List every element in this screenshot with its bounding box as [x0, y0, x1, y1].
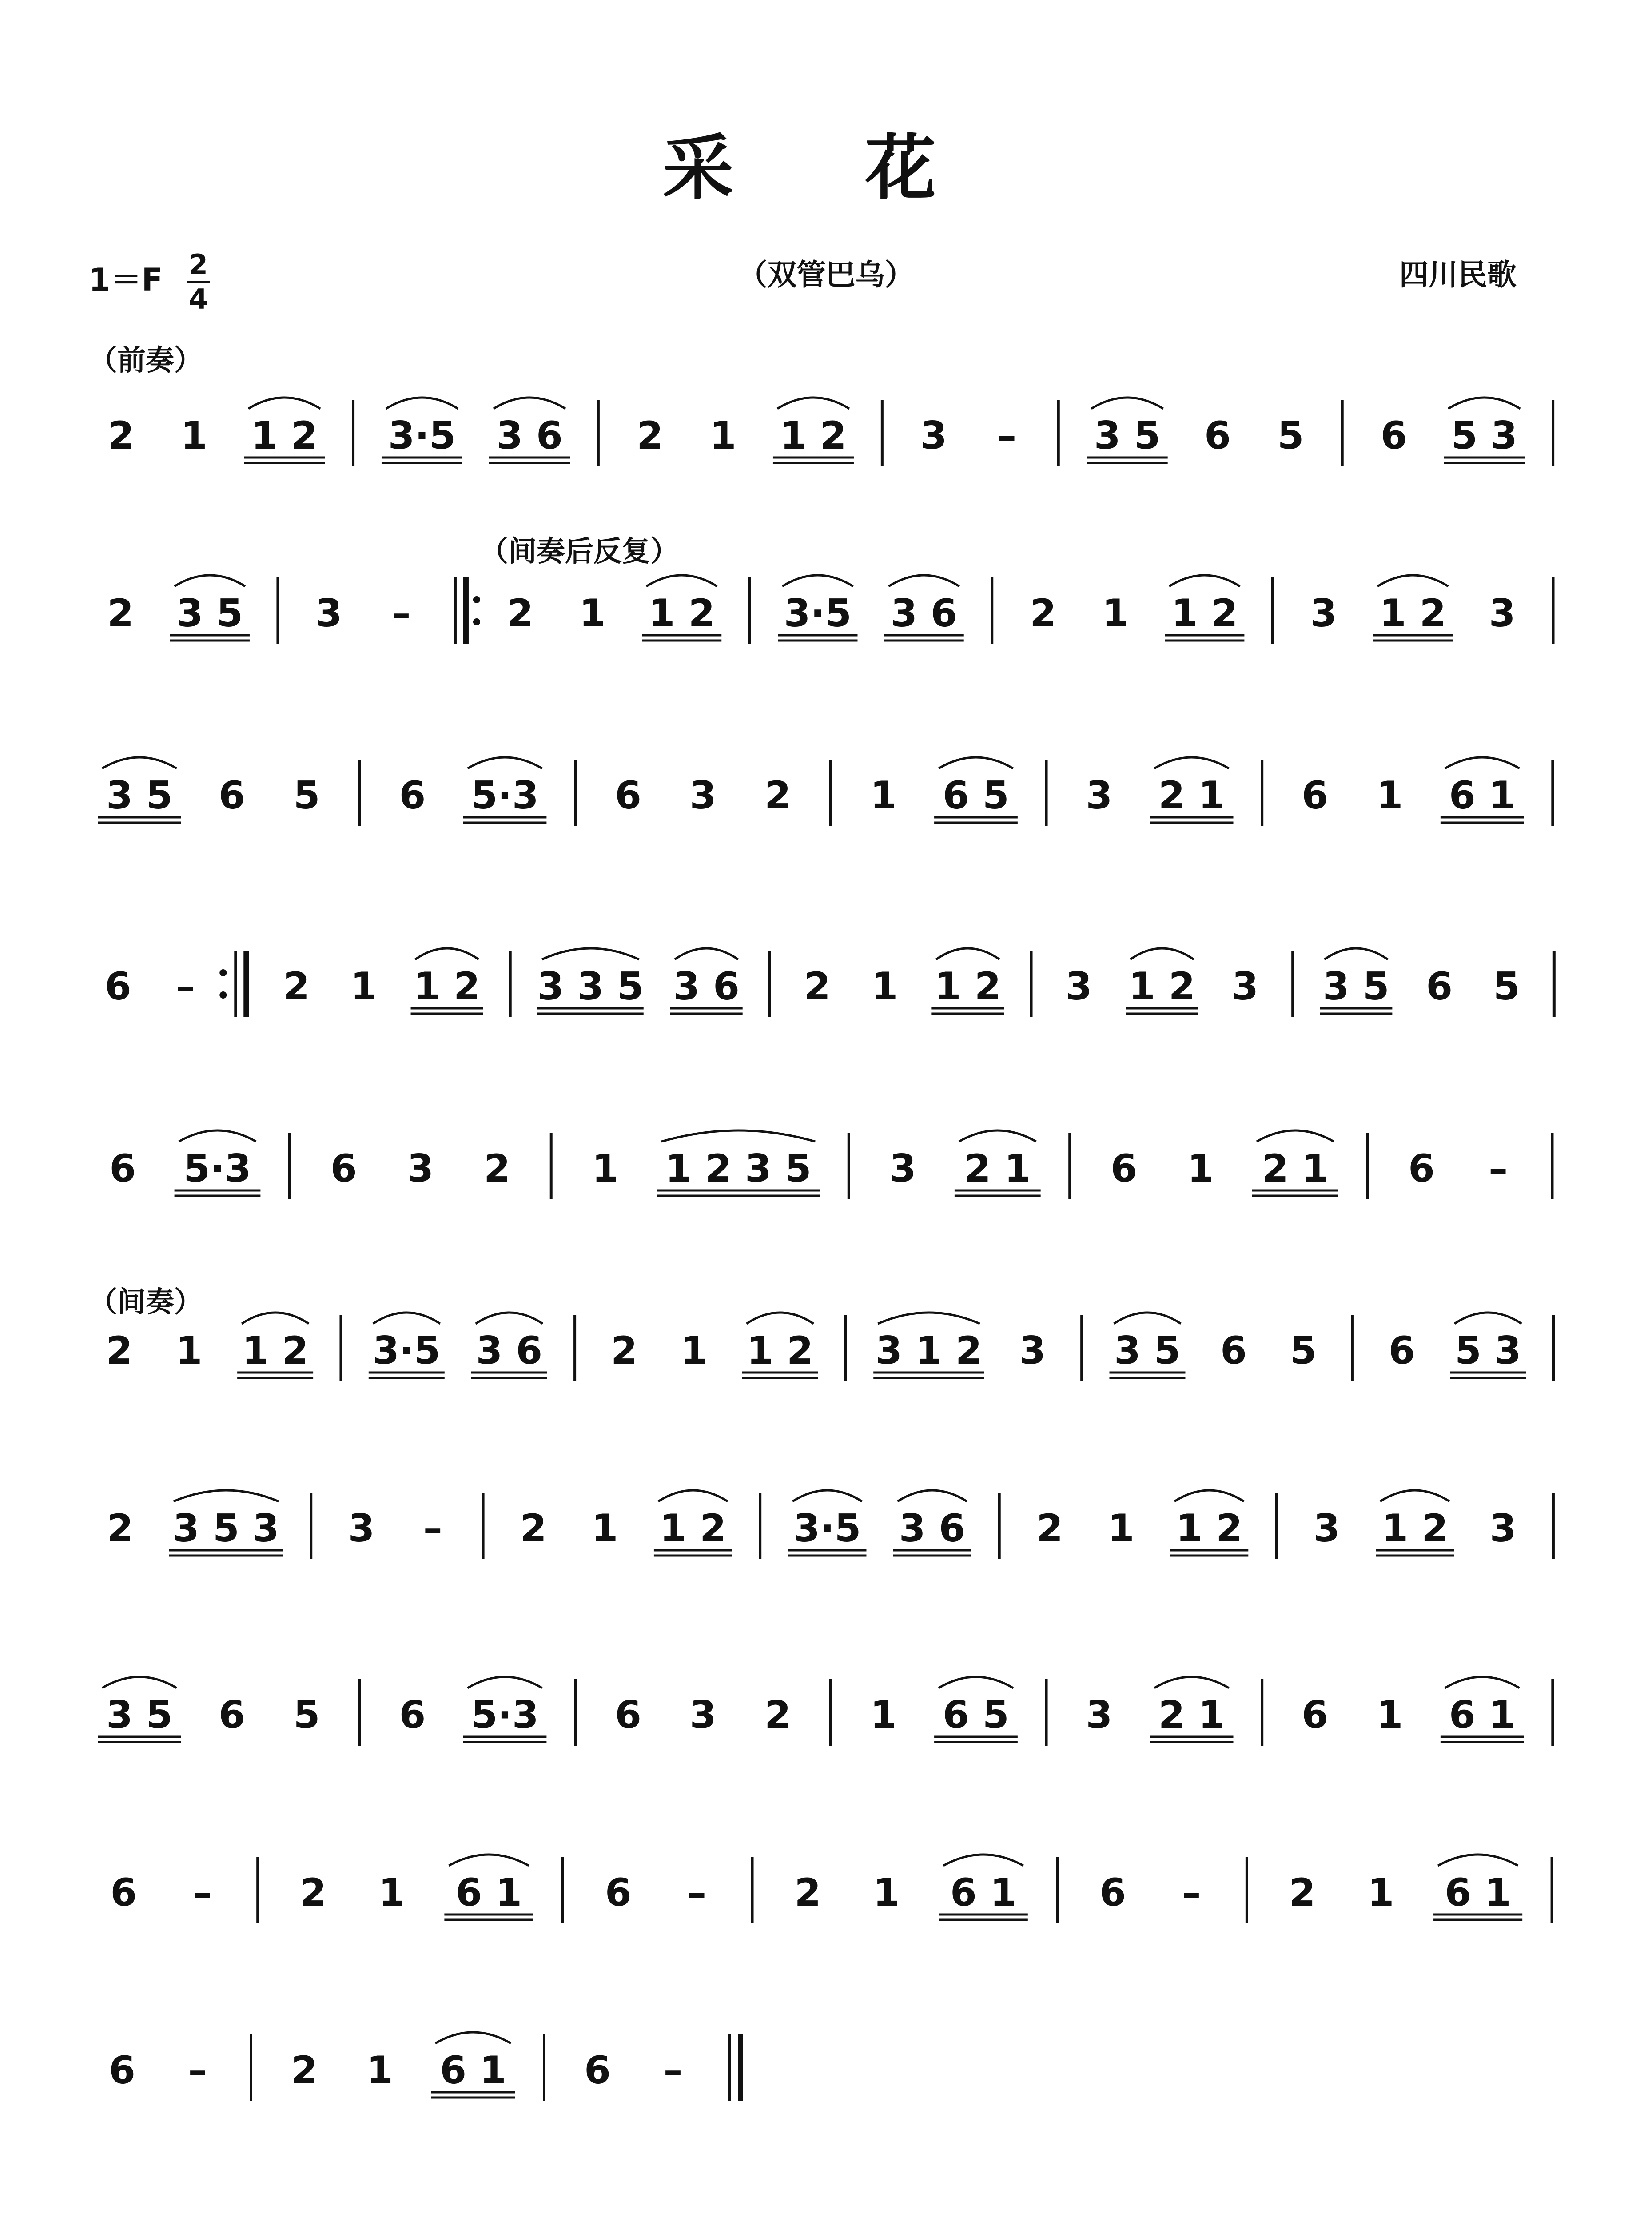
- note: 6: [1302, 1693, 1329, 1737]
- slur: [102, 1677, 177, 1688]
- note: 3·5: [388, 414, 456, 458]
- note: 6: [219, 1693, 245, 1737]
- note: 3: [1313, 1506, 1340, 1551]
- slur: [1091, 398, 1163, 409]
- note: 3 1 2: [876, 1329, 982, 1373]
- note: 2: [804, 964, 831, 1009]
- note: 3: [1489, 591, 1516, 636]
- note: 2: [764, 1693, 791, 1737]
- note: –: [997, 414, 1017, 458]
- note: 3 5: [106, 1693, 173, 1737]
- note: 2: [291, 2048, 318, 2093]
- note: 3·5: [784, 591, 852, 636]
- note: 3: [348, 1506, 375, 1551]
- slur: [373, 1313, 440, 1324]
- note: 1: [709, 414, 736, 458]
- slur: [782, 575, 853, 586]
- note: 6: [1220, 1329, 1247, 1373]
- slur: [792, 1490, 862, 1501]
- notation-line: [84, 569, 1568, 666]
- note: 1: [1102, 591, 1129, 636]
- note: 1 2: [251, 414, 318, 458]
- note: 6: [1099, 1871, 1127, 1915]
- note: 1 2: [1379, 591, 1446, 636]
- note: 1: [579, 591, 606, 636]
- note: 3: [889, 1146, 916, 1191]
- note: 3 5: [1323, 964, 1389, 1009]
- note: 3 3 5: [537, 964, 644, 1009]
- note: 6: [1426, 964, 1453, 1009]
- slur: [102, 757, 177, 768]
- note: 3 6: [891, 591, 957, 636]
- slur: [1454, 1313, 1521, 1324]
- slur: [494, 398, 565, 409]
- notation-line-svg: [84, 1306, 1568, 1404]
- notation-line-svg: [84, 751, 1568, 848]
- note: 2: [107, 591, 134, 636]
- notation-line: [84, 1670, 1568, 1768]
- slur: [878, 1313, 980, 1324]
- note: 1: [681, 1329, 707, 1373]
- note: 3 6: [476, 1329, 543, 1373]
- note: 3: [1489, 1506, 1517, 1551]
- slur: [386, 398, 458, 409]
- note: 2: [107, 1506, 134, 1551]
- note: 3 6: [899, 1506, 966, 1551]
- note: 1: [873, 1871, 900, 1915]
- note: 3: [920, 414, 947, 458]
- note: 6: [399, 1693, 426, 1737]
- note: 1: [871, 964, 898, 1009]
- note: 1: [1376, 1693, 1403, 1737]
- note: 5·3: [471, 1693, 539, 1737]
- slur: [646, 575, 717, 586]
- notation-line: [84, 1306, 1568, 1404]
- note: 6: [219, 773, 245, 818]
- note: 1: [378, 1871, 405, 1915]
- notation-line: [84, 2026, 1568, 2123]
- note: 6 1: [950, 1871, 1017, 1915]
- notation-line: [84, 942, 1568, 1039]
- note: 2: [637, 414, 663, 458]
- notation-line-svg: [84, 391, 1568, 489]
- slur: [1380, 1490, 1449, 1501]
- slur: [468, 757, 542, 768]
- notation-line-svg: [84, 569, 1568, 666]
- notation-line-svg: [84, 1848, 1568, 1946]
- note: 3 6: [673, 964, 740, 1009]
- slur: [1438, 1855, 1518, 1866]
- note: 6: [1380, 414, 1407, 458]
- slur: [661, 1130, 815, 1142]
- note: –: [175, 964, 195, 1009]
- double-barline: [219, 951, 246, 1017]
- note: 3 5: [106, 773, 173, 818]
- origin-label: 四川民歌: [1399, 257, 1517, 292]
- note: 3: [1086, 1693, 1113, 1737]
- note: 3: [1065, 964, 1092, 1009]
- note: 1 2: [1129, 964, 1195, 1009]
- slur: [175, 575, 245, 586]
- note: 6 1: [455, 1871, 522, 1915]
- note: 1 2: [1171, 591, 1238, 636]
- note: 1 2: [242, 1329, 309, 1373]
- page-title: 采 花: [662, 126, 990, 210]
- note: 3 5: [1094, 414, 1161, 458]
- notation-line: [84, 1848, 1568, 1946]
- slur: [1130, 948, 1194, 959]
- note: 2: [283, 964, 310, 1009]
- note: 6: [109, 1146, 136, 1191]
- slur: [542, 948, 639, 959]
- note: 2: [611, 1329, 637, 1373]
- instrument-label: （双管巴乌）: [738, 257, 914, 292]
- note: 6: [399, 773, 426, 818]
- note: 1: [870, 1693, 897, 1737]
- slur: [1174, 1490, 1244, 1501]
- slur: [943, 1855, 1023, 1866]
- slur: [174, 1490, 279, 1501]
- note: 1: [350, 964, 377, 1009]
- note: 1: [592, 1146, 619, 1191]
- slur: [959, 1130, 1036, 1142]
- note: 2 1: [1158, 773, 1225, 818]
- note: 6: [1111, 1146, 1137, 1191]
- note: 6: [330, 1146, 357, 1191]
- note: 3: [1019, 1329, 1046, 1373]
- note: 2 1: [1262, 1146, 1329, 1191]
- note: 5: [1493, 964, 1520, 1009]
- note: 2: [1030, 591, 1057, 636]
- note: 2: [764, 773, 791, 818]
- note: 3: [315, 591, 342, 636]
- section-interlude: （间奏）: [89, 1286, 203, 1319]
- note: 5 3: [1455, 1329, 1521, 1373]
- slur: [468, 1677, 542, 1688]
- note: 5: [1277, 414, 1304, 458]
- note: 1: [870, 773, 897, 818]
- slur: [1324, 948, 1388, 959]
- slur: [936, 948, 999, 959]
- note: –: [188, 2048, 207, 2093]
- note: 1: [591, 1506, 618, 1551]
- note: 3·5: [793, 1506, 861, 1551]
- note: 5·3: [183, 1146, 251, 1191]
- note: 5: [1290, 1329, 1317, 1373]
- note: 2: [107, 414, 135, 458]
- slur: [747, 1313, 814, 1324]
- note: 6: [1388, 1329, 1415, 1373]
- note: 1 2: [747, 1329, 813, 1373]
- note: 1 2: [660, 1506, 726, 1551]
- slur: [449, 1855, 529, 1866]
- note: –: [391, 591, 411, 636]
- note: –: [192, 1871, 212, 1915]
- note: 2: [507, 591, 533, 636]
- note: 3 5: [176, 591, 243, 636]
- slur: [1377, 575, 1448, 586]
- note: 1: [175, 1329, 203, 1373]
- note: 5 3: [1451, 414, 1518, 458]
- note: 2: [520, 1506, 547, 1551]
- note: 3: [1232, 964, 1259, 1009]
- slur: [248, 398, 320, 409]
- slur: [888, 575, 959, 586]
- note: –: [1182, 1871, 1201, 1915]
- note: 2: [794, 1871, 821, 1915]
- note: 6: [104, 964, 131, 1009]
- slur: [939, 757, 1013, 768]
- key-label: 1＝F: [89, 262, 163, 299]
- notation-line-svg: [84, 1670, 1568, 1768]
- note: 3: [689, 1693, 717, 1737]
- note: 1 2 3 5: [665, 1146, 812, 1191]
- slur: [939, 1677, 1013, 1688]
- note: 3 5 3: [173, 1506, 279, 1551]
- note: 6: [1408, 1146, 1435, 1191]
- slur: [1154, 1677, 1229, 1688]
- slur: [242, 1313, 309, 1324]
- note: 6 5: [943, 1693, 1009, 1737]
- note: 2 1: [964, 1146, 1031, 1191]
- note: 6: [615, 773, 641, 818]
- slur: [1257, 1130, 1334, 1142]
- note: –: [663, 2048, 683, 2093]
- time-signature-denominator: 4: [188, 283, 208, 315]
- note: 6: [615, 1693, 641, 1737]
- note: 1: [1187, 1146, 1214, 1191]
- slur: [658, 1490, 728, 1501]
- note: 5·3: [471, 773, 539, 818]
- note: –: [687, 1871, 707, 1915]
- note: 1 2: [414, 964, 480, 1009]
- note: 6 1: [1449, 1693, 1516, 1737]
- note: 3 6: [496, 414, 563, 458]
- slur: [435, 2032, 511, 2043]
- note: 6 1: [440, 2048, 506, 2093]
- slur: [179, 1130, 256, 1142]
- note: 6 1: [1445, 1871, 1511, 1915]
- slur: [1448, 398, 1520, 409]
- double-barline: [730, 2034, 740, 2101]
- note: 1 2: [1176, 1506, 1242, 1551]
- note: 2: [300, 1871, 326, 1915]
- note: 3: [1086, 773, 1113, 818]
- notation-line: [84, 391, 1568, 489]
- note: 1 2: [1381, 1506, 1448, 1551]
- section-prelude: （前奏）: [89, 344, 203, 377]
- note: 3: [689, 773, 717, 818]
- notation-line-svg: [84, 942, 1568, 1039]
- slur: [675, 948, 738, 959]
- note: 6 1: [1449, 773, 1516, 818]
- note: 3 5: [1114, 1329, 1181, 1373]
- note: 1: [1376, 773, 1403, 818]
- note: 6: [605, 1871, 632, 1915]
- slur: [1114, 1313, 1181, 1324]
- note: –: [1489, 1146, 1508, 1191]
- slur: [1169, 575, 1240, 586]
- note: 5: [293, 773, 320, 818]
- slur: [415, 948, 479, 959]
- section-repeat-note: （间奏后反复）: [480, 535, 679, 568]
- notation-line-svg: [84, 1484, 1568, 1581]
- note: 1: [366, 2048, 393, 2093]
- slur: [476, 1313, 543, 1324]
- time-signature-numerator: 2: [187, 249, 210, 283]
- note: 6: [1204, 414, 1231, 458]
- note: 6: [1302, 773, 1329, 818]
- notation-line: [84, 1484, 1568, 1581]
- note: 1 2: [935, 964, 1001, 1009]
- double-barline: [455, 577, 480, 644]
- note: 3·5: [373, 1329, 441, 1373]
- note: 2: [1289, 1871, 1316, 1915]
- note: 6: [584, 2048, 611, 2093]
- note: 1 2: [780, 414, 847, 458]
- slur: [1154, 757, 1229, 768]
- note: 1: [180, 414, 207, 458]
- note: 6: [109, 2048, 135, 2093]
- note: 2: [106, 1329, 133, 1373]
- note: 5: [293, 1693, 320, 1737]
- note: –: [423, 1506, 442, 1551]
- note: 6: [110, 1871, 137, 1915]
- notation-line: [84, 1124, 1568, 1222]
- slur: [777, 398, 849, 409]
- notation-line: [84, 751, 1568, 848]
- note: 1: [1107, 1506, 1135, 1551]
- note: 2 1: [1158, 1693, 1225, 1737]
- notation-line-svg: [84, 2026, 1568, 2123]
- slur: [897, 1490, 967, 1501]
- note: 3: [407, 1146, 434, 1191]
- note: 3: [1310, 591, 1337, 636]
- note: 6 5: [943, 773, 1009, 818]
- note: 1 2: [648, 591, 715, 636]
- slur: [1445, 1677, 1520, 1688]
- note: 1: [1367, 1871, 1394, 1915]
- note: 2: [1036, 1506, 1063, 1551]
- slur: [1445, 757, 1520, 768]
- notation-line-svg: [84, 1124, 1568, 1222]
- note: 2: [483, 1146, 510, 1191]
